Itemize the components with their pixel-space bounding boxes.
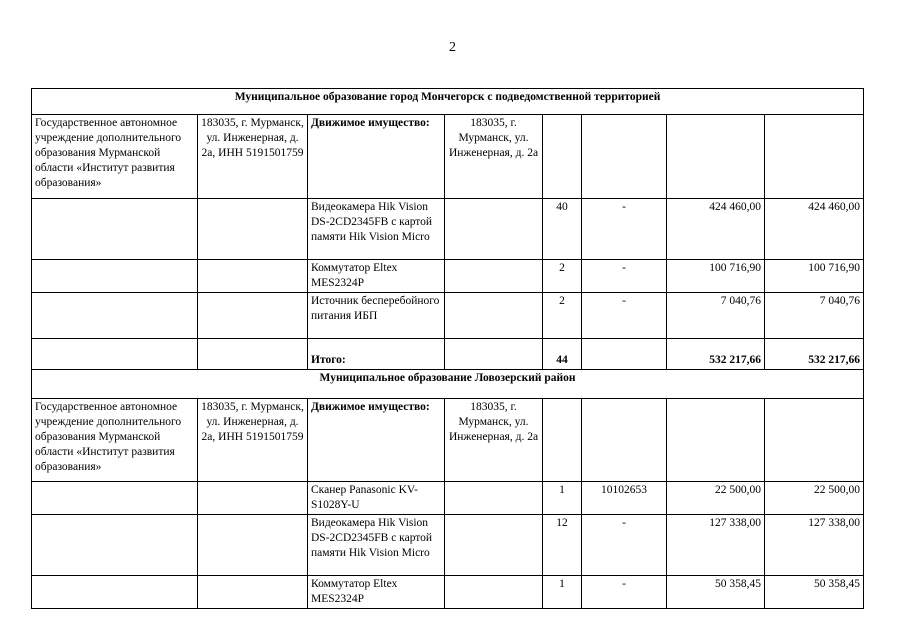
table-row (32, 576, 864, 609)
empty-cell (765, 115, 864, 199)
empty-cell (543, 399, 582, 482)
empty-cell (445, 515, 543, 576)
org-address: 183035, г. Мурманск, ул. Инженерная, д. 2а, ИНН 5191501759 (198, 115, 308, 199)
empty-cell (32, 260, 198, 293)
item-name: Коммутатор Eltex MES2324P (308, 576, 445, 609)
empty-cell (445, 482, 543, 515)
table-row (32, 515, 864, 576)
empty-cell (198, 339, 308, 370)
item-price: 424 460,00 (667, 199, 765, 260)
item-name: Коммутатор Eltex MES2324P (308, 260, 445, 293)
item-qty: 40 (543, 199, 582, 260)
item-inv: - (582, 199, 667, 260)
empty-cell (445, 199, 543, 260)
empty-cell (582, 399, 667, 482)
item-inv: - (582, 576, 667, 609)
empty-cell (198, 199, 308, 260)
empty-cell (445, 293, 543, 339)
empty-cell (582, 115, 667, 199)
item-sum: 100 716,90 (765, 260, 864, 293)
empty-cell (198, 482, 308, 515)
section-title: Муниципальное образование город Мончегорск с подведомственной территорией (32, 89, 864, 115)
item-inv: 10102653 (582, 482, 667, 515)
property-table (31, 88, 864, 609)
empty-cell (445, 576, 543, 609)
org-row (32, 399, 864, 482)
item-inv: - (582, 293, 667, 339)
item-inv: - (582, 515, 667, 576)
item-sum: 7 040,76 (765, 293, 864, 339)
table-row (32, 482, 864, 515)
table-row (32, 293, 864, 339)
empty-cell (198, 515, 308, 576)
total-row (32, 339, 864, 370)
item-price: 7 040,76 (667, 293, 765, 339)
org-name: Государственное автономное учреждение дополнительного образования Мурманской области «Институт развития образования» (32, 115, 198, 199)
org-row (32, 115, 864, 199)
total-sum: 532 217,66 (765, 339, 864, 370)
item-sum: 50 358,45 (765, 576, 864, 609)
item-qty: 1 (543, 482, 582, 515)
empty-cell (543, 115, 582, 199)
item-price: 100 716,90 (667, 260, 765, 293)
empty-cell (32, 515, 198, 576)
item-sum: 127 338,00 (765, 515, 864, 576)
empty-cell (32, 339, 198, 370)
item-name: Видеокамера Hik Vision DS-2CD2345FB с картой памяти Hik Vision Micro (308, 199, 445, 260)
section-title: Муниципальное образование Ловозерский район (32, 370, 864, 399)
table-row (32, 260, 864, 293)
page-number: 2 (449, 40, 456, 55)
item-name: Видеокамера Hik Vision DS-2CD2345FB с картой памяти Hik Vision Micro (308, 515, 445, 576)
item-qty: 2 (543, 260, 582, 293)
empty-cell (445, 339, 543, 370)
asset-address: 183035, г. Мурманск, ул. Инженерная, д. 2а (445, 115, 543, 199)
section-header (32, 370, 864, 399)
item-price: 50 358,45 (667, 576, 765, 609)
empty-cell (32, 293, 198, 339)
item-sum: 22 500,00 (765, 482, 864, 515)
item-inv: - (582, 260, 667, 293)
section-header (32, 89, 864, 115)
empty-cell (32, 576, 198, 609)
item-name: Источник бесперебойного питания ИБП (308, 293, 445, 339)
empty-cell (198, 576, 308, 609)
item-qty: 1 (543, 576, 582, 609)
item-qty: 2 (543, 293, 582, 339)
empty-cell (765, 399, 864, 482)
table-row (32, 199, 864, 260)
item-sum: 424 460,00 (765, 199, 864, 260)
item-qty: 12 (543, 515, 582, 576)
total-label: Итого: (308, 339, 445, 370)
empty-cell (198, 260, 308, 293)
empty-cell (32, 199, 198, 260)
empty-cell (582, 339, 667, 370)
empty-cell (32, 482, 198, 515)
empty-cell (667, 115, 765, 199)
item-price: 127 338,00 (667, 515, 765, 576)
asset-label: Движимое имущество: (308, 115, 445, 199)
asset-address: 183035, г. Мурманск, ул. Инженерная, д. 2а (445, 399, 543, 482)
empty-cell (445, 260, 543, 293)
empty-cell (198, 293, 308, 339)
total-price: 532 217,66 (667, 339, 765, 370)
asset-label: Движимое имущество: (308, 399, 445, 482)
org-name: Государственное автономное учреждение дополнительного образования Мурманской области «Институт развития образования» (32, 399, 198, 482)
org-address: 183035, г. Мурманск, ул. Инженерная, д. 2а, ИНН 5191501759 (198, 399, 308, 482)
total-qty: 44 (543, 339, 582, 370)
item-name: Сканер Panasonic KV-S1028Y-U (308, 482, 445, 515)
empty-cell (667, 399, 765, 482)
item-price: 22 500,00 (667, 482, 765, 515)
